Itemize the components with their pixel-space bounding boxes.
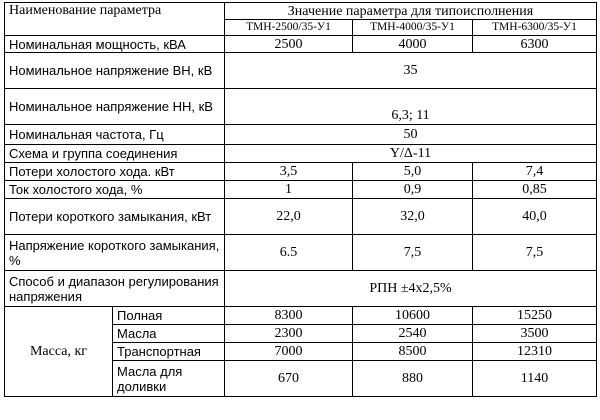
table-row bbox=[5, 235, 597, 271]
lv-value: 6,3; 11 bbox=[225, 89, 597, 125]
noload-current-4000: 0,9 bbox=[353, 181, 473, 199]
table-row bbox=[5, 307, 597, 325]
sc-voltage-label: Напряжение короткого замыкания, % bbox=[5, 235, 225, 271]
transformer-spec-table bbox=[4, 2, 597, 397]
noload-loss-2500: 3,5 bbox=[225, 163, 353, 181]
power-value-6300: 6300 bbox=[473, 36, 597, 53]
freq-label: Номинальная частота, Гц bbox=[5, 125, 225, 145]
noload-loss-label: Потери холостого хода. кВт bbox=[5, 163, 225, 181]
mass-transport-label: Транспортная bbox=[113, 343, 225, 361]
power-value-4000: 4000 bbox=[353, 36, 473, 53]
mass-topup-2500: 670 bbox=[225, 361, 353, 397]
sc-voltage-4000: 7,5 bbox=[353, 235, 473, 271]
regulation-label: Способ и диапазон регулирования напряжения bbox=[5, 271, 225, 307]
table-row bbox=[5, 36, 597, 53]
values-title-header: Значение параметра для типоисполнения bbox=[225, 3, 597, 20]
regulation-value: РПН ±4х2,5% bbox=[225, 271, 597, 307]
table-row bbox=[5, 271, 597, 307]
mass-label: Масса, кг bbox=[5, 307, 113, 397]
noload-current-2500: 1 bbox=[225, 181, 353, 199]
power-value-2500: 2500 bbox=[225, 36, 353, 53]
scheme-label: Схема и группа соединения bbox=[5, 145, 225, 163]
sc-voltage-2500: 6.5 bbox=[225, 235, 353, 271]
mass-full-label: Полная bbox=[113, 307, 225, 325]
table-row bbox=[5, 125, 597, 145]
mass-transport-6300: 12310 bbox=[473, 343, 597, 361]
sc-loss-6300: 40,0 bbox=[473, 199, 597, 235]
mass-transport-2500: 7000 bbox=[225, 343, 353, 361]
mass-full-2500: 8300 bbox=[225, 307, 353, 325]
mass-oil-4000: 2540 bbox=[353, 325, 473, 343]
model-header-4000: ТМН-4000/35-У1 bbox=[353, 20, 473, 36]
mass-oil-label: Масла bbox=[113, 325, 225, 343]
mass-topup-4000: 880 bbox=[353, 361, 473, 397]
mass-full-6300: 15250 bbox=[473, 307, 597, 325]
mass-oil-2500: 2300 bbox=[225, 325, 353, 343]
mass-full-4000: 10600 bbox=[353, 307, 473, 325]
table-row bbox=[5, 181, 597, 199]
model-header-2500: ТМН-2500/35-У1 bbox=[225, 20, 353, 36]
power-label: Номинальная мощность, кВА bbox=[5, 36, 225, 53]
sc-voltage-6300: 7,5 bbox=[473, 235, 597, 271]
table-row bbox=[5, 199, 597, 235]
mass-topup-6300: 1140 bbox=[473, 361, 597, 397]
model-header-6300: ТМН-6300/35-У1 bbox=[473, 20, 597, 36]
noload-current-label: Ток холостого хода, % bbox=[5, 181, 225, 199]
param-name-header: Наименование параметра bbox=[5, 3, 225, 36]
table-row bbox=[5, 145, 597, 163]
mass-topup-label: Масла для доливки bbox=[113, 361, 225, 397]
noload-current-6300: 0,85 bbox=[473, 181, 597, 199]
header-row bbox=[5, 3, 597, 20]
freq-value: 50 bbox=[225, 125, 597, 145]
noload-loss-6300: 7,4 bbox=[473, 163, 597, 181]
lv-label: Номинальное напряжение НН, кВ bbox=[5, 89, 225, 125]
hv-label: Номинальное напряжение ВН, кВ bbox=[5, 53, 225, 89]
hv-value: 35 bbox=[225, 53, 597, 89]
scheme-value: Y/Δ-11 bbox=[225, 145, 597, 163]
table-row bbox=[5, 89, 597, 125]
sc-loss-4000: 32,0 bbox=[353, 199, 473, 235]
sc-loss-2500: 22,0 bbox=[225, 199, 353, 235]
sc-loss-label: Потери короткого замыкания, кВт bbox=[5, 199, 225, 235]
mass-transport-4000: 8500 bbox=[353, 343, 473, 361]
table-row bbox=[5, 163, 597, 181]
table-row bbox=[5, 53, 597, 89]
mass-oil-6300: 3500 bbox=[473, 325, 597, 343]
noload-loss-4000: 5,0 bbox=[353, 163, 473, 181]
